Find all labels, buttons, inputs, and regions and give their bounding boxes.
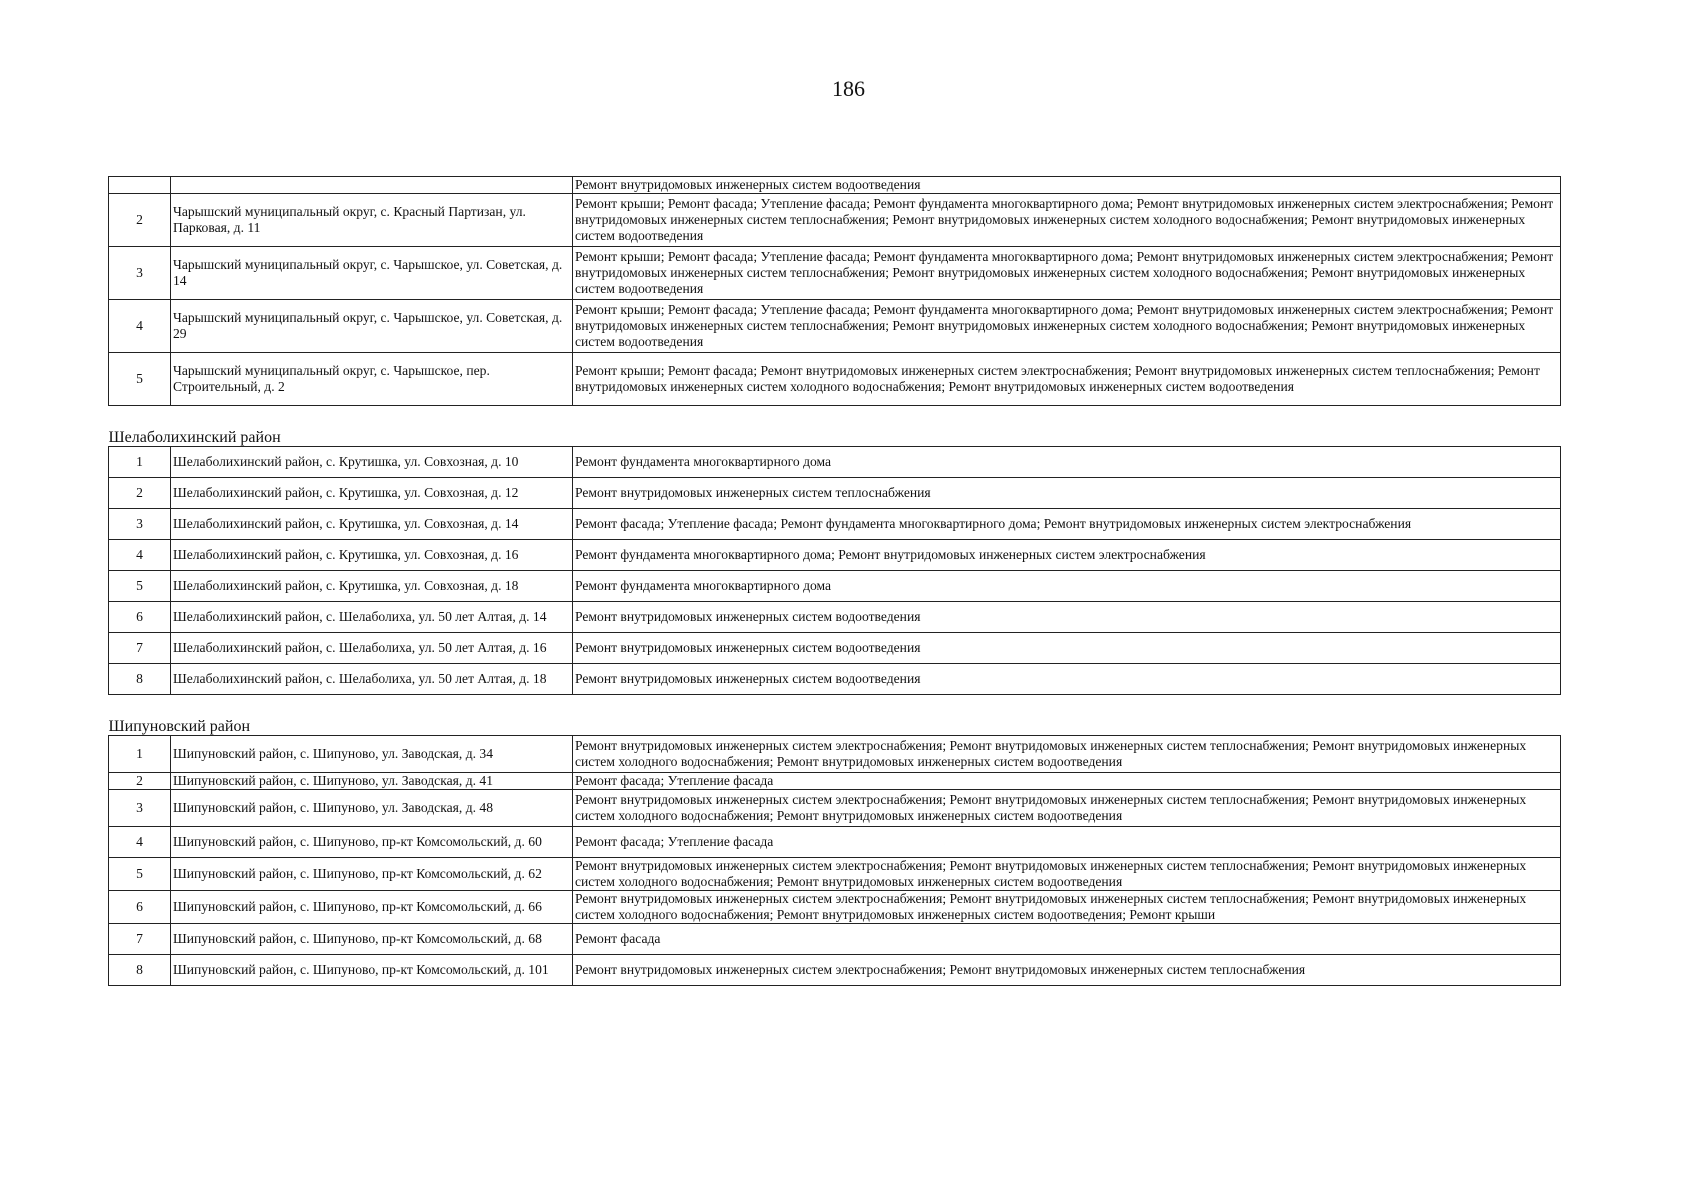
row-number: 5 xyxy=(109,858,171,891)
table-row xyxy=(109,858,1561,891)
row-works: Ремонт фасада; Утепление фасада; Ремонт фундамента многоквартирного дома; Ремонт внутридомовых инженерных систем электроснабжения xyxy=(573,509,1561,540)
row-works: Ремонт внутридомовых инженерных систем электроснабжения; Ремонт внутридомовых инженерных систем теплоснабжения xyxy=(573,955,1561,986)
row-works: Ремонт крыши; Ремонт фасада; Утепление фасада; Ремонт фундамента многоквартирного дома; Ремонт внутридомовых инженерных систем электроснабжения; Ремонт внутридомовых инженерных систем теплоснабжения; Ремонт внутридомовых инженерных систем холодного водоснабжения; Ремонт внутридомовых инженерных систем водоотведения xyxy=(573,194,1561,247)
row-address: Шелаболихинский район, с. Крутишка, ул. Совхозная, д. 12 xyxy=(171,478,573,509)
row-number: 4 xyxy=(109,540,171,571)
table-row xyxy=(109,891,1561,924)
row-works: Ремонт внутридомовых инженерных систем водоотведения xyxy=(573,602,1561,633)
row-number: 4 xyxy=(109,827,171,858)
row-address: Шипуновский район, с. Шипуново, пр-кт Комсомольский, д. 101 xyxy=(171,955,573,986)
row-number: 3 xyxy=(109,790,171,827)
row-works: Ремонт внутридомовых инженерных систем водоотведения xyxy=(573,633,1561,664)
row-number: 5 xyxy=(109,571,171,602)
table-row xyxy=(109,773,1561,790)
table-row xyxy=(109,664,1561,695)
row-works: Ремонт внутридомовых инженерных систем электроснабжения; Ремонт внутридомовых инженерных систем теплоснабжения; Ремонт внутридомовых инженерных систем холодного водоснабжения; Ремонт внутридомовых инженерных систем водоотведения xyxy=(573,736,1561,773)
section-heading-row xyxy=(109,695,1561,736)
row-address: Шелаболихинский район, с. Крутишка, ул. Совхозная, д. 10 xyxy=(171,447,573,478)
row-works: Ремонт внутридомовых инженерных систем теплоснабжения xyxy=(573,478,1561,509)
row-number: 1 xyxy=(109,736,171,773)
row-address: Шипуновский район, с. Шипуново, пр-кт Комсомольский, д. 66 xyxy=(171,891,573,924)
section-heading-row xyxy=(109,406,1561,447)
table-row xyxy=(109,447,1561,478)
row-address: Шипуновский район, с. Шипуново, пр-кт Комсомольский, д. 68 xyxy=(171,924,573,955)
table-row xyxy=(109,602,1561,633)
works-table-body xyxy=(109,177,1561,986)
table-row xyxy=(109,509,1561,540)
works-table xyxy=(108,176,1561,986)
section-heading: Шипуновский район xyxy=(109,695,1561,736)
row-works: Ремонт внутридомовых инженерных систем водоотведения xyxy=(573,177,1561,194)
row-address: Шипуновский район, с. Шипуново, ул. Заводская, д. 34 xyxy=(171,736,573,773)
row-address: Чарышский муниципальный округ, с. Красный Партизан, ул. Парковая, д. 11 xyxy=(171,194,573,247)
works-table-sheet xyxy=(108,176,1560,986)
row-works: Ремонт внутридомовых инженерных систем водоотведения xyxy=(573,664,1561,695)
row-address: Шелаболихинский район, с. Шелаболиха, ул. 50 лет Алтая, д. 18 xyxy=(171,664,573,695)
row-works: Ремонт фасада; Утепление фасада xyxy=(573,827,1561,858)
row-number: 3 xyxy=(109,509,171,540)
row-works: Ремонт внутридомовых инженерных систем электроснабжения; Ремонт внутридомовых инженерных систем теплоснабжения; Ремонт внутридомовых инженерных систем холодного водоснабжения; Ремонт внутридомовых инженерных систем водоотведения; Ремонт крыши xyxy=(573,891,1561,924)
continuation-row xyxy=(109,177,1561,194)
row-works: Ремонт крыши; Ремонт фасада; Утепление фасада; Ремонт фундамента многоквартирного дома; Ремонт внутридомовых инженерных систем электроснабжения; Ремонт внутридомовых инженерных систем теплоснабжения; Ремонт внутридомовых инженерных систем холодного водоснабжения; Ремонт внутридомовых инженерных систем водоотведения xyxy=(573,300,1561,353)
row-number: 7 xyxy=(109,924,171,955)
row-number: 3 xyxy=(109,247,171,300)
row-number: 6 xyxy=(109,602,171,633)
table-row xyxy=(109,247,1561,300)
table-row xyxy=(109,571,1561,602)
table-row xyxy=(109,827,1561,858)
row-address: Шелаболихинский район, с. Крутишка, ул. Совхозная, д. 18 xyxy=(171,571,573,602)
row-works: Ремонт внутридомовых инженерных систем электроснабжения; Ремонт внутридомовых инженерных систем теплоснабжения; Ремонт внутридомовых инженерных систем холодного водоснабжения; Ремонт внутридомовых инженерных систем водоотведения xyxy=(573,790,1561,827)
table-row xyxy=(109,633,1561,664)
row-number: 1 xyxy=(109,447,171,478)
row-address xyxy=(171,177,573,194)
row-address: Чарышский муниципальный округ, с. Чарышское, ул. Советская, д. 29 xyxy=(171,300,573,353)
table-row xyxy=(109,300,1561,353)
row-address: Шипуновский район, с. Шипуново, ул. Заводская, д. 48 xyxy=(171,790,573,827)
table-row xyxy=(109,736,1561,773)
row-address: Чарышский муниципальный округ, с. Чарышское, ул. Советская, д. 14 xyxy=(171,247,573,300)
row-number: 6 xyxy=(109,891,171,924)
row-number: 4 xyxy=(109,300,171,353)
table-row xyxy=(109,955,1561,986)
row-address: Шелаболихинский район, с. Крутишка, ул. Совхозная, д. 16 xyxy=(171,540,573,571)
row-works: Ремонт фундамента многоквартирного дома xyxy=(573,447,1561,478)
table-row xyxy=(109,540,1561,571)
row-number: 8 xyxy=(109,955,171,986)
row-number: 2 xyxy=(109,773,171,790)
row-address: Шелаболихинский район, с. Шелаболиха, ул. 50 лет Алтая, д. 14 xyxy=(171,602,573,633)
row-works: Ремонт фасада; Утепление фасада xyxy=(573,773,1561,790)
row-works: Ремонт внутридомовых инженерных систем электроснабжения; Ремонт внутридомовых инженерных систем теплоснабжения; Ремонт внутридомовых инженерных систем холодного водоснабжения; Ремонт внутридомовых инженерных систем водоотведения xyxy=(573,858,1561,891)
table-row xyxy=(109,353,1561,406)
row-number: 2 xyxy=(109,194,171,247)
row-number xyxy=(109,177,171,194)
table-row xyxy=(109,790,1561,827)
row-works: Ремонт крыши; Ремонт фасада; Утепление фасада; Ремонт фундамента многоквартирного дома; Ремонт внутридомовых инженерных систем электроснабжения; Ремонт внутридомовых инженерных систем теплоснабжения; Ремонт внутридомовых инженерных систем холодного водоснабжения; Ремонт внутридомовых инженерных систем водоотведения xyxy=(573,247,1561,300)
section-heading: Шелаболихинский район xyxy=(109,406,1561,447)
row-address: Шелаболихинский район, с. Шелаболиха, ул. 50 лет Алтая, д. 16 xyxy=(171,633,573,664)
row-number: 8 xyxy=(109,664,171,695)
row-address: Шипуновский район, с. Шипуново, пр-кт Комсомольский, д. 60 xyxy=(171,827,573,858)
row-works: Ремонт фасада xyxy=(573,924,1561,955)
row-address: Чарышский муниципальный округ, с. Чарышское, пер. Строительный, д. 2 xyxy=(171,353,573,406)
table-row xyxy=(109,924,1561,955)
table-row xyxy=(109,194,1561,247)
table-row xyxy=(109,478,1561,509)
page-number: 186 xyxy=(832,76,865,101)
row-address: Шипуновский район, с. Шипуново, пр-кт Комсомольский, д. 62 xyxy=(171,858,573,891)
row-works: Ремонт фундамента многоквартирного дома; Ремонт внутридомовых инженерных систем электроснабжения xyxy=(573,540,1561,571)
row-address: Шелаболихинский район, с. Крутишка, ул. Совхозная, д. 14 xyxy=(171,509,573,540)
row-works: Ремонт крыши; Ремонт фасада; Ремонт внутридомовых инженерных систем электроснабжения; Ремонт внутридомовых инженерных систем теплоснабжения; Ремонт внутридомовых инженерных систем холодного водоснабжения; Ремонт внутридомовых инженерных систем водоотведения xyxy=(573,353,1561,406)
row-number: 5 xyxy=(109,353,171,406)
row-works: Ремонт фундамента многоквартирного дома xyxy=(573,571,1561,602)
row-number: 7 xyxy=(109,633,171,664)
row-address: Шипуновский район, с. Шипуново, ул. Заводская, д. 41 xyxy=(171,773,573,790)
row-number: 2 xyxy=(109,478,171,509)
